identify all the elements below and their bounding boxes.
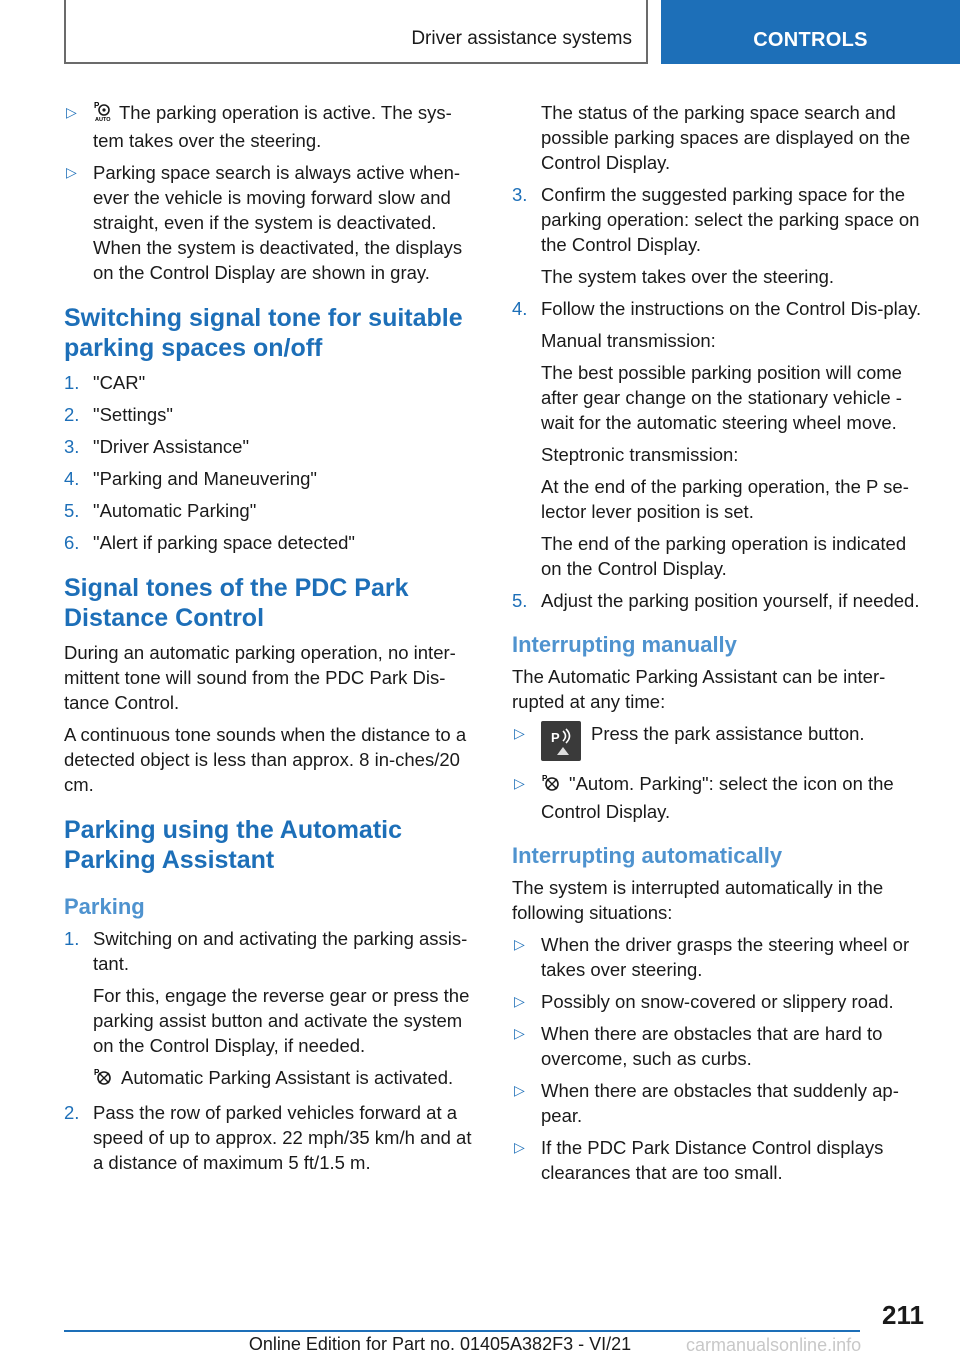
list-item <box>512 1078 926 1128</box>
header-section-title: Driver assistance systems <box>411 28 632 49</box>
bullet-text: Possibly on snow-covered or slippery road. <box>541 991 894 1012</box>
bullet-text: When there are obstacles that are hard to overcome, such as curbs. <box>541 1023 883 1069</box>
step-item <box>64 466 476 491</box>
page-number: 211 <box>882 1300 924 1330</box>
heading-parking: Parking <box>64 894 145 919</box>
step-item <box>64 434 476 459</box>
heading-signal-tone: Switching signal tone for suitable parking spaces on/off <box>64 304 463 362</box>
bullet-text: Press the park assistance button. <box>591 723 865 744</box>
step-text: The system takes over the steering. <box>541 266 835 287</box>
step-text: Steptronic transmission: <box>541 444 739 465</box>
step-item <box>64 1100 476 1175</box>
step-item <box>64 370 476 395</box>
step-item <box>512 182 926 289</box>
step-text: Follow the instructions on the Control Dis-play. <box>541 298 922 319</box>
step-continuation <box>512 100 926 175</box>
bullet-text: "Autom. Parking": select the icon on the Control Display. <box>541 773 894 822</box>
bullet-triangle-icon: ▷ <box>514 936 525 952</box>
heading-interrupting-automatically: Interrupting automatically <box>512 843 783 868</box>
svg-text:P: P <box>542 774 548 783</box>
step-number: 2. <box>64 1102 80 1123</box>
step-text: The status of the parking space search and possible parking spaces are displayed on the Control Display. <box>541 102 911 173</box>
step-number: 1. <box>64 928 80 949</box>
step-number: 3. <box>512 184 528 205</box>
svg-text:P: P <box>94 1068 100 1077</box>
step-text: Automatic Parking Assistant is activated. <box>121 1067 454 1088</box>
bullet-triangle-icon: ▷ <box>66 164 77 180</box>
step-text-with-icon <box>93 1065 476 1093</box>
step-item <box>64 498 476 523</box>
heading-parking-using: Parking using the Automatic Parking Assistant <box>64 816 403 874</box>
bullet-text: Parking space search is always active when-ever the vehicle is moving forward slow and straight, even if the system is deactivated. When the system is deactivated, the displays on the Control Display are shown in gray. <box>93 162 463 283</box>
step-text: "Settings" <box>93 404 173 425</box>
step-number: 1. <box>64 372 80 393</box>
list-item <box>512 1135 926 1185</box>
step-text: At the end of the parking operation, the P se-lector lever position is set. <box>541 476 909 522</box>
paragraph: A continuous tone sounds when the distance to a detected object is less than approx. 8 in-ches/20 cm. <box>64 724 467 795</box>
svg-text:P: P <box>551 730 560 745</box>
heading-pdc: Signal tones of the PDC Park Distance Control <box>64 574 409 632</box>
bullet-triangle-icon: ▷ <box>514 993 525 1009</box>
footer-rule <box>64 1330 860 1332</box>
bullet-text: The parking operation is active. The sys-tem takes over the steering. <box>93 102 452 151</box>
footer-watermark: carmanualsonline.info <box>686 1335 862 1355</box>
step-text: "Parking and Maneuvering" <box>93 468 317 489</box>
paragraph: During an automatic parking operation, no inter-mittent tone will sound from the PDC Park Dis-tance Control. <box>64 642 456 713</box>
step-text: "CAR" <box>93 372 146 393</box>
bullet-triangle-icon: ▷ <box>66 104 77 120</box>
step-number: 3. <box>64 436 80 457</box>
step-text: Pass the row of parked vehicles forward at a speed of up to approx. 22 mph/35 km/h and at a distance of maximum 5 ft/1.5 m. <box>93 1102 472 1173</box>
step-text: "Automatic Parking" <box>93 500 257 521</box>
list-item <box>64 100 476 153</box>
header-chapter-label: CONTROLS <box>753 29 868 51</box>
list-item <box>512 721 926 761</box>
bullet-triangle-icon: ▷ <box>514 1139 525 1155</box>
step-text: The best possible parking position will come after gear change on the stationary vehicle - wait for the automatic steering wheel move. <box>541 362 902 433</box>
step-number: 6. <box>64 532 80 553</box>
step-item <box>512 588 926 613</box>
step-number: 5. <box>512 590 528 611</box>
footer-edition: Online Edition for Part no. 01405A382F3 - VI/21 <box>248 1334 632 1354</box>
step-item <box>64 530 476 555</box>
step-item <box>64 926 476 1093</box>
bullet-text: If the PDC Park Distance Control displays clearances that are too small. <box>541 1137 884 1183</box>
bullet-triangle-icon: ▷ <box>514 775 525 791</box>
list-item <box>512 989 926 1014</box>
paragraph: The system is interrupted automatically in the following situations: <box>512 877 884 923</box>
step-item <box>512 296 926 581</box>
step-text: "Driver Assistance" <box>93 436 250 457</box>
paragraph: The Automatic Parking Assistant can be inter-rupted at any time: <box>512 666 886 712</box>
list-item <box>512 771 926 824</box>
bullet-triangle-icon: ▷ <box>514 1025 525 1041</box>
step-number: 2. <box>64 404 80 425</box>
list-item <box>512 1021 926 1071</box>
step-number: 5. <box>64 500 80 521</box>
auto-parking-icon <box>541 773 563 799</box>
step-text: Manual transmission: <box>541 330 716 351</box>
auto-parking-icon <box>93 1067 115 1093</box>
header-chapter-tab[interactable] <box>661 0 960 64</box>
header-section-box <box>64 0 648 64</box>
left-column <box>64 100 476 1182</box>
step-number: 4. <box>512 298 528 319</box>
step-number: 4. <box>64 468 80 489</box>
auto-parking-icon <box>93 100 113 128</box>
step-text: "Alert if parking space detected" <box>93 532 355 553</box>
step-text: The end of the parking operation is indicated on the Control Display. <box>541 533 907 579</box>
step-text: Switching on and activating the parking assis-tant. <box>93 928 468 974</box>
list-item <box>512 932 926 982</box>
step-text: Adjust the parking position yourself, if needed. <box>541 590 920 611</box>
svg-text:AUTO: AUTO <box>95 117 111 122</box>
step-item <box>64 402 476 427</box>
bullet-triangle-icon: ▷ <box>514 725 525 741</box>
bullet-text: When the driver grasps the steering wheel or takes over steering. <box>541 934 910 980</box>
list-item <box>64 160 476 285</box>
step-text: For this, engage the reverse gear or press the parking assist button and activate the system on the Control Display, if needed. <box>93 985 470 1056</box>
park-assistance-button-icon <box>541 721 581 761</box>
bullet-triangle-icon: ▷ <box>514 1082 525 1098</box>
step-text: Confirm the suggested parking space for the parking operation: select the parking space on the Control Display. <box>541 184 920 255</box>
svg-text:P: P <box>94 101 100 110</box>
right-column <box>512 100 926 1192</box>
bullet-text: When there are obstacles that suddenly ap-pear. <box>541 1080 899 1126</box>
heading-interrupting-manually: Interrupting manually <box>512 632 737 657</box>
